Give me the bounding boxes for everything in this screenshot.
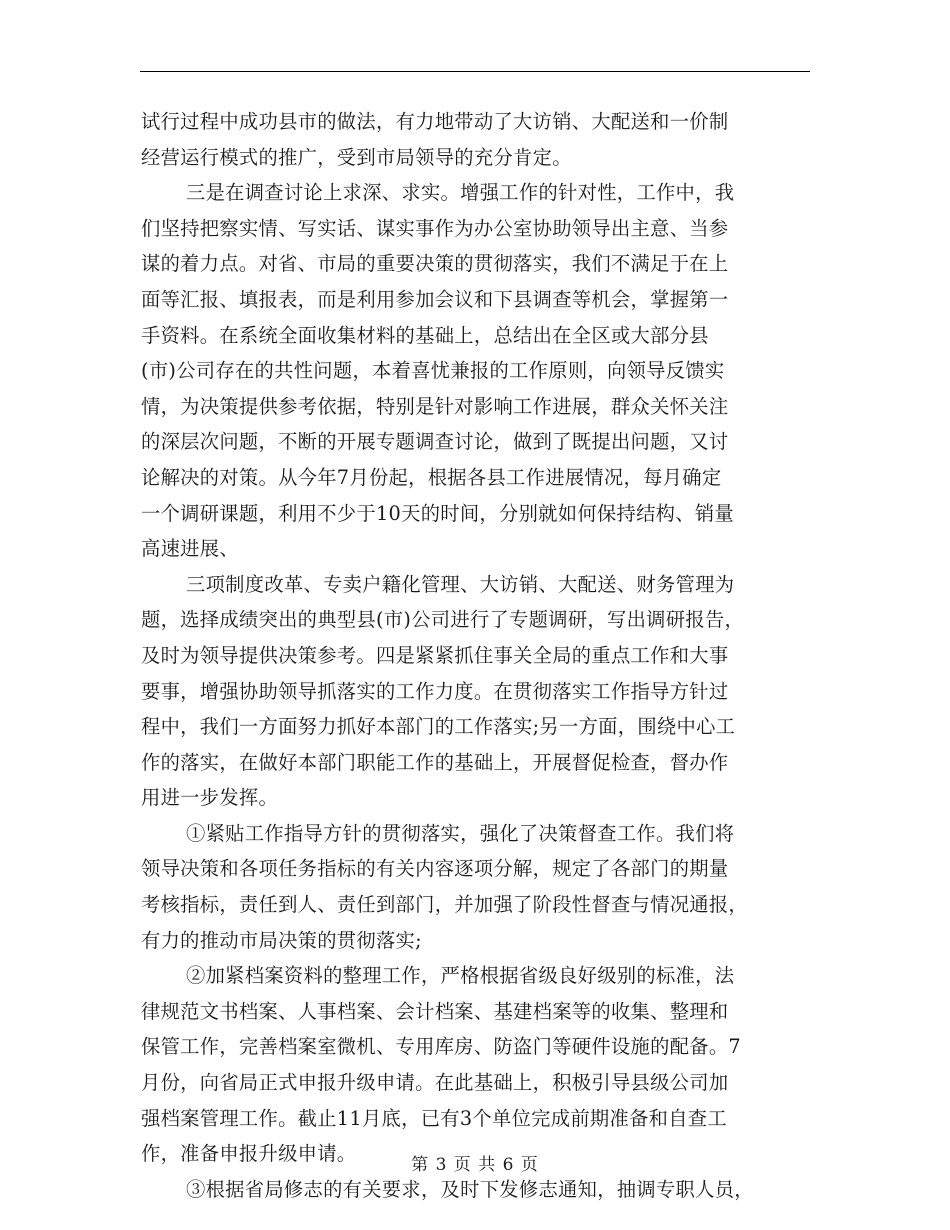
text-line: 一个调研课题，利用不少于10天的时间，分别就如何保持结构、销量 (141, 501, 734, 525)
text-line: 手资料。在系统全面收集材料的基础上，总结出在全区或大部分县 (141, 323, 709, 347)
page-footer: 第 3 页 共 6 页 (411, 1155, 539, 1175)
text-line: ①紧贴工作指导方针的贯彻落实，强化了决策督查工作。我们将 (186, 821, 735, 845)
text-line: 论解决的对策。从今年7月份起，根据各县工作进展情况，每月确定 (141, 465, 722, 489)
text-line: 用进一步发挥。 (141, 786, 279, 810)
text-line: 谋的着力点。对省、市局的重要决策的贯彻落实，我们不满足于在上 (141, 252, 729, 276)
text-line: 律规范文书档案、人事档案、会计档案、基建档案等的收集、整理和 (141, 999, 729, 1023)
text-line: 面等汇报、填报表，而是利用参加会议和下县调查等机会，掌握第一 (141, 287, 729, 311)
text-line: 考核指标，责任到人、责任到部门，并加强了阶段性督查与情况通报， (141, 893, 749, 917)
text-line: ③根据省局修志的有关要求，及时下发修志通知，抽调专职人员， (186, 1177, 754, 1201)
text-line: 及时为领导提供决策参考。四是紧紧抓住事关全局的重点工作和大事 (141, 643, 729, 667)
text-line: 试行过程中成功县市的做法，有力地带动了大访销、大配送和一价制 (141, 110, 729, 133)
text-line: 作，准备申报升级申请。 (141, 1142, 357, 1166)
text-line: 月份，向省局正式申报升级申请。在此基础上，积极引导县级公司加 (141, 1071, 729, 1095)
text-line: 要事，增强协助领导抓落实的工作力度。在贯彻落实工作指导方针过 (141, 679, 729, 703)
text-line: 有力的推动市局决策的贯彻落实; (141, 928, 422, 952)
header-rule (140, 71, 810, 72)
text-line: 题，选择成绩突出的典型县(市)公司进行了专题调研，写出调研报告， (141, 608, 745, 632)
text-line: (市)公司存在的共性问题，本着喜忧兼报的工作原则，向领导反馈实 (141, 359, 725, 383)
text-line: 情，为决策提供参考依据，特别是针对影响工作进展，群众关怀关注 (141, 394, 729, 418)
text-line: 的深层次问题，不断的开展专题调查讨论，做到了既提出问题，又讨 (141, 430, 729, 454)
text-line: 强档案管理工作。截止11月底，已有3个单位完成前期准备和自查工 (141, 1106, 727, 1130)
text-line: 高速进展、 (141, 537, 239, 561)
text-line: 领导决策和各项任务指标的有关内容逐项分解，规定了各部门的期量 (141, 857, 729, 881)
text-line: 三项制度改革、专卖户籍化管理、大访销、大配送、财务管理为 (186, 572, 735, 596)
text-line: 经营运行模式的推广，受到市局领导的充分肯定。 (141, 145, 572, 169)
text-line: ②加紧档案资料的整理工作，严格根据省级良好级别的标准，法 (186, 964, 735, 988)
text-line: 三是在调查讨论上求深、求实。增强工作的针对性，工作中，我 (186, 181, 735, 205)
text-line: 程中，我们一方面努力抓好本部门的工作落实;另一方面，围绕中心工 (141, 715, 736, 739)
text-line: 作的落实，在做好本部门职能工作的基础上，开展督促检查，督办作 (141, 750, 729, 774)
text-line: 保管工作，完善档案室微机、专用库房、防盗门等硬件设施的配备。7 (141, 1035, 742, 1059)
body-text (141, 104, 811, 1207)
text-line: 们坚持把察实情、写实话、谋实事作为办公室协助领导出主意、当参 (141, 216, 729, 240)
